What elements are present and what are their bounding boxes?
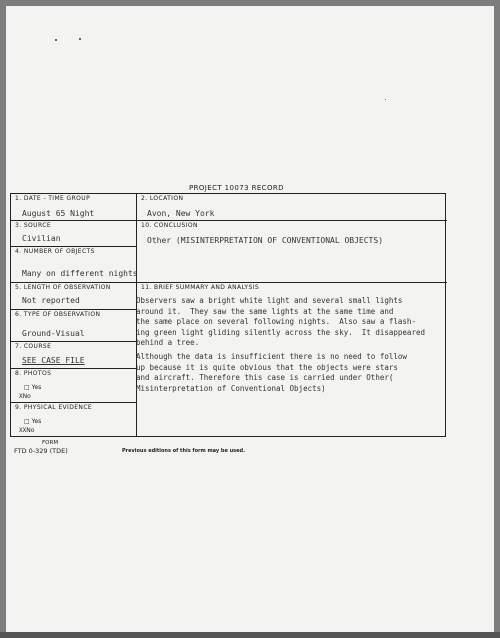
summary-line: Misinterpretation of Conventional Objects) — [136, 383, 326, 393]
scan-speck — [55, 39, 57, 41]
scan-speck — [79, 38, 81, 40]
form-number: FTD 0-329 (TDE) — [14, 447, 68, 455]
summary-line: around it. They saw the same lights at the same time and — [136, 306, 394, 316]
record-header: PROJECT 10073 RECORD — [189, 184, 284, 192]
form-note: Previous editions of this form may be used. — [122, 448, 246, 454]
conclusion-value: Other (MISINTERPRETATION OF CONVENTIONAL OBJECTS) — [147, 236, 384, 245]
source-value: Civilian — [22, 234, 61, 243]
summary-line: the same place on several following nights. Also saw a flash- — [136, 317, 416, 327]
course-cell: 7. COURSE SEE CASE FILE — [11, 342, 136, 369]
type-cell: 6. TYPE OF OBSERVATION Ground-Visual — [11, 310, 136, 342]
scan-speck — [385, 99, 386, 100]
length-cell: 5. LENGTH OF OBSERVATION Not reported — [11, 283, 136, 310]
summary-line: Although the data is insufficient there is no need to follow — [136, 352, 407, 361]
summary-line: behind a tree. — [136, 338, 200, 348]
location-cell: 2. LOCATION Avon, New York — [137, 194, 447, 221]
length-value: Not reported — [22, 296, 80, 305]
photos-cell: 8. PHOTOS □ Yes XNo — [11, 369, 136, 403]
form-label: FORM — [42, 440, 59, 446]
scan-edge — [0, 632, 500, 638]
summary-line: Observers saw a bright white light and several small lights — [136, 296, 403, 305]
course-value: SEE CASE FILE — [22, 356, 85, 365]
conclusion-cell: 10. CONCLUSION Other (MISINTERPRETATION OF CONVENTIONAL OBJECTS) — [137, 221, 447, 283]
num-objects-value: Many on different nights — [22, 269, 138, 278]
source-cell: 3. SOURCE Civilian — [11, 221, 136, 247]
summary-cell: 11. BRIEF SUMMARY AND ANALYSIS — [141, 284, 260, 291]
summary-line: up because it is quite obvious that the objects were stars — [136, 362, 398, 372]
photos-no: XNo — [19, 393, 31, 400]
num-objects-cell: 4. NUMBER OF OBJECTS Many on different nights — [11, 247, 136, 283]
physical-yes: □ Yes — [24, 418, 42, 425]
summary-line: and aircraft. Therefore this case is carried under Other( — [136, 373, 394, 383]
location-value: Avon, New York — [147, 209, 215, 218]
date-time-value: August 65 Night — [22, 209, 95, 218]
physical-cell: 9. PHYSICAL EVIDENCE □ Yes XXNo — [15, 404, 93, 434]
summary-line: ing green light gliding silently across the sky. It disappeared — [136, 327, 425, 337]
type-value: Ground-Visual — [22, 329, 85, 338]
physical-no: XXNo — [19, 427, 35, 434]
photos-yes: □ Yes — [24, 384, 42, 391]
date-time-cell: 1. DATE - TIME GROUP August 65 Night — [11, 194, 136, 221]
